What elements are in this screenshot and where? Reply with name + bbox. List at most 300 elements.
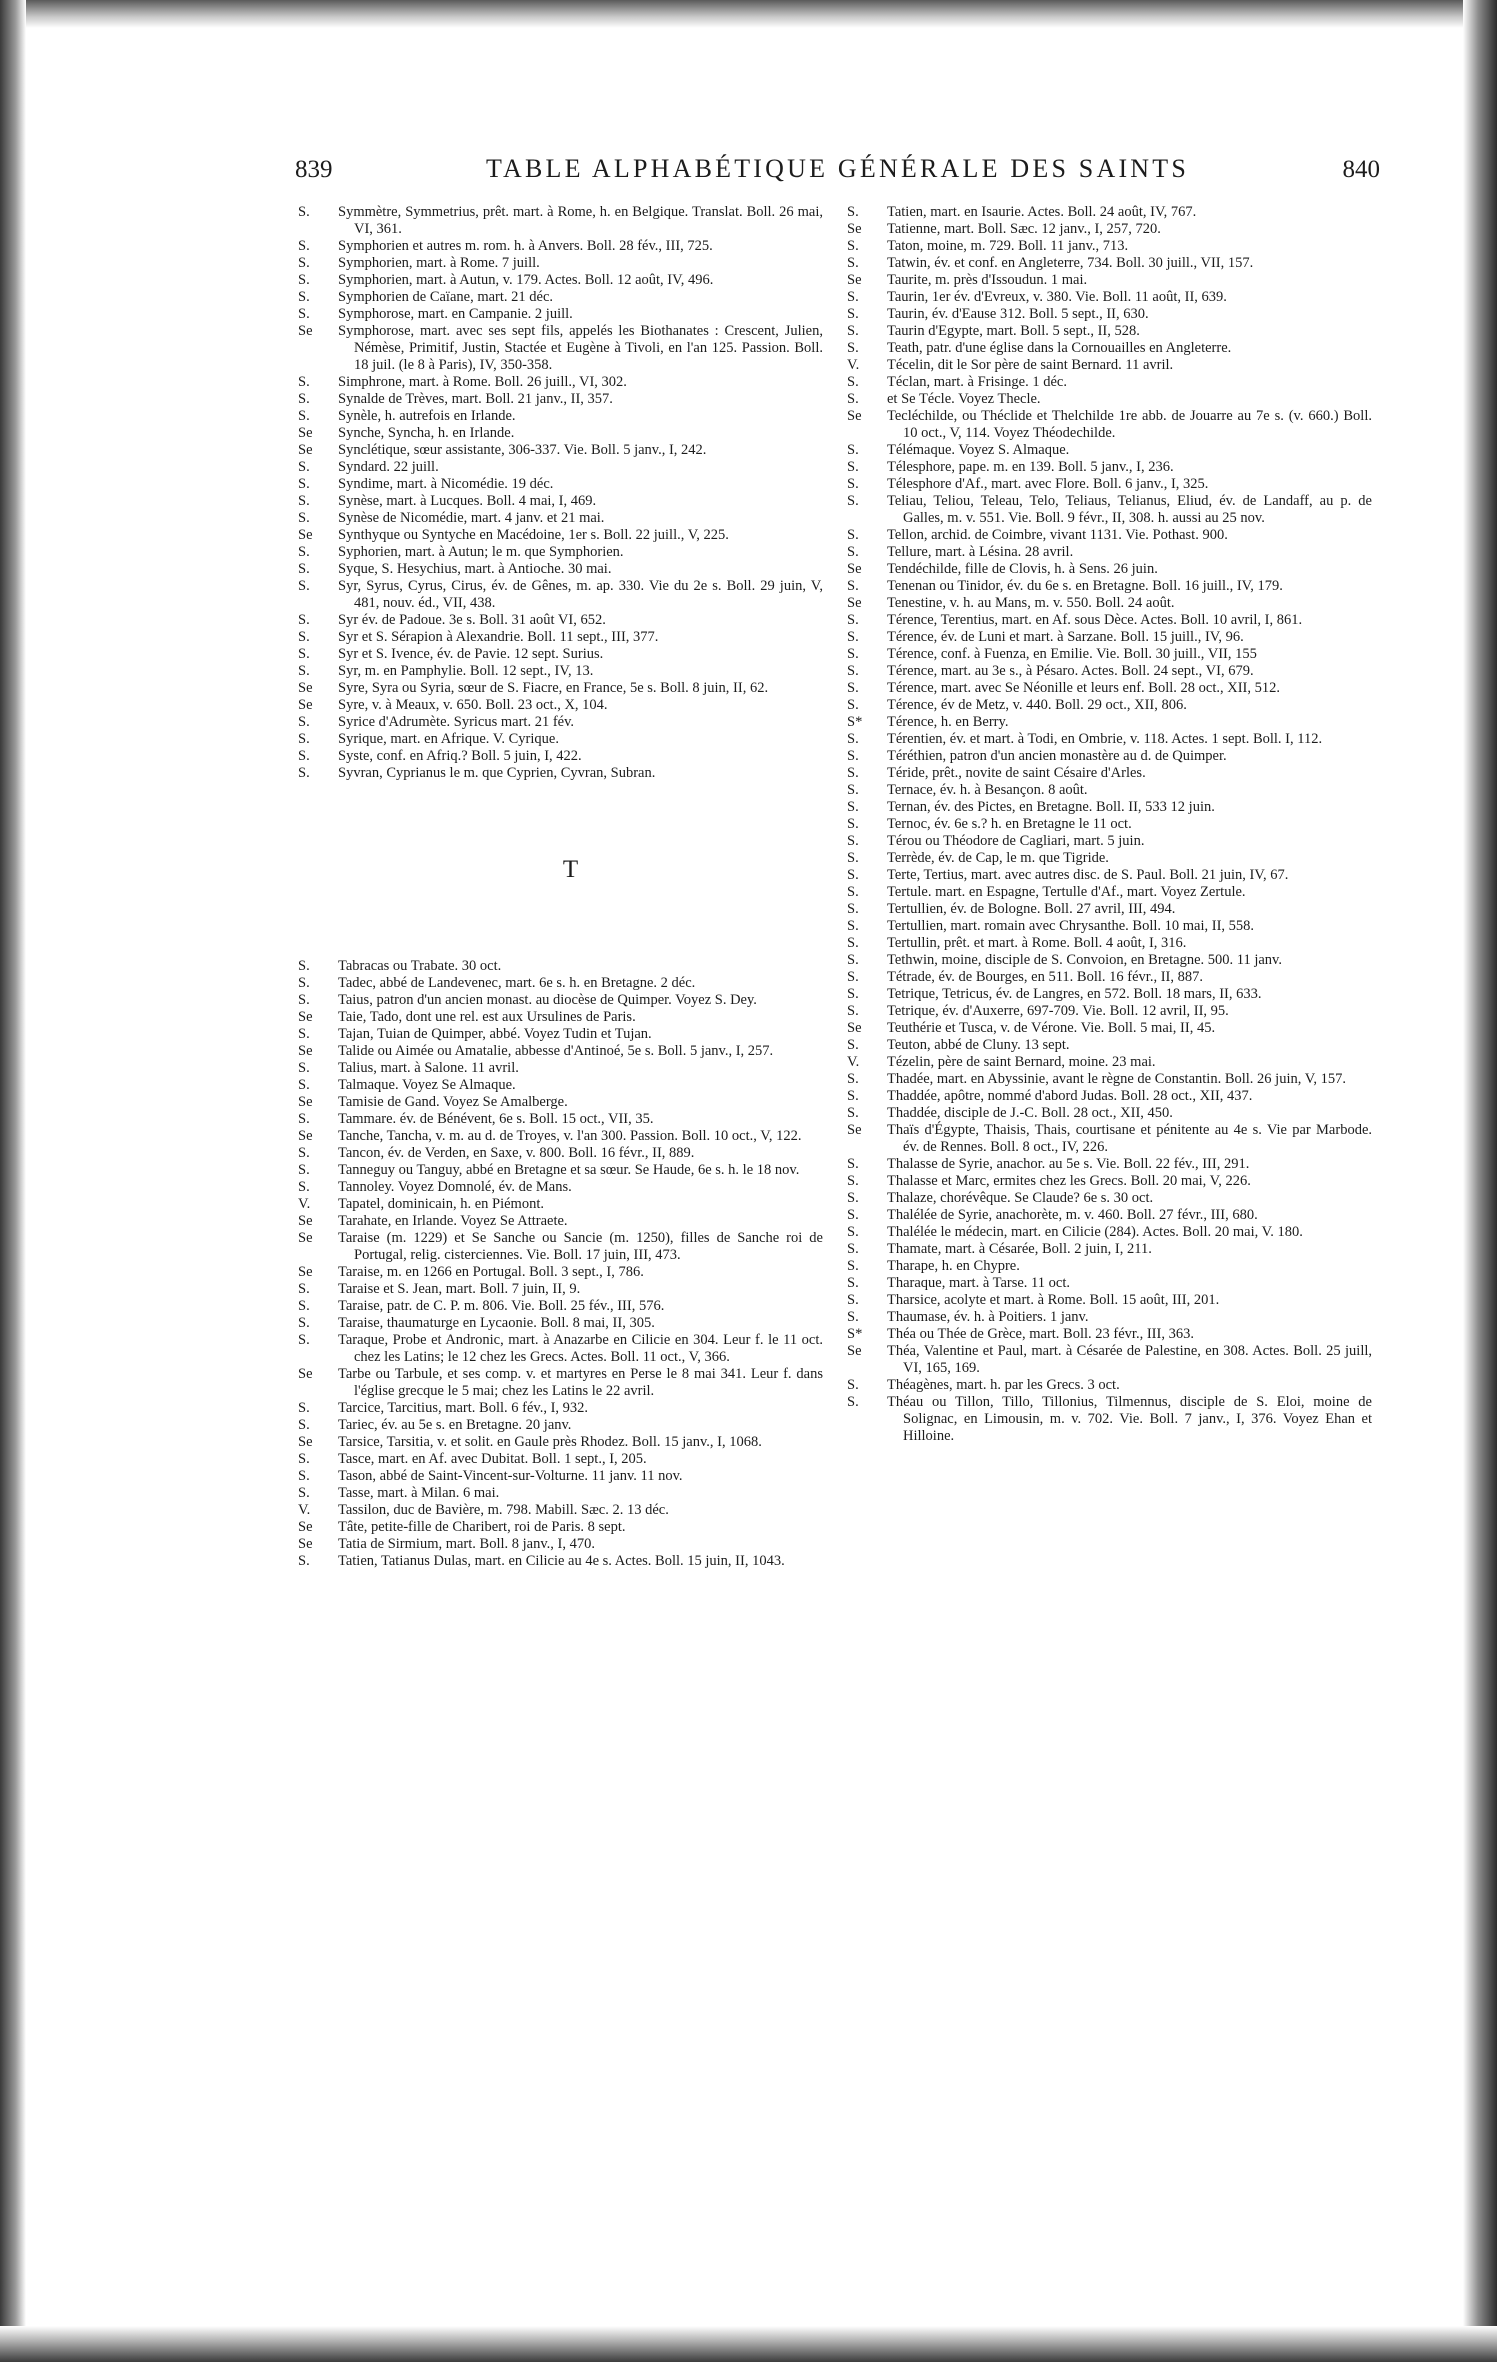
entry-prefix: Se: [847, 221, 862, 237]
index-entry: [847, 1156, 1372, 1173]
index-entry: [847, 357, 1372, 374]
entry-text: Télémaque. Voyez S. Almaque.: [887, 442, 1070, 458]
index-entry: [847, 255, 1372, 272]
entry-prefix: S.: [847, 442, 859, 458]
index-entry: [847, 1343, 1372, 1377]
entry-text: Syphorien, mart. à Autun; le m. que Symphorien.: [338, 544, 624, 560]
entry-text: Terrède, év. de Cap, le m. que Tigride.: [887, 850, 1109, 866]
entry-text: Syr, Syrus, Cyrus, Cirus, év. de Gênes, m. ap. 330. Vie du 2e s. Boll. 29 juin, V, 481, nouv. éd., VII, 438.: [338, 578, 823, 611]
entry-prefix: S.: [298, 1026, 310, 1042]
entry-text: Tabracas ou Trabate. 30 oct.: [338, 958, 502, 974]
index-entry: [298, 561, 823, 578]
entry-prefix: S.: [847, 935, 859, 951]
entry-prefix: S.: [847, 204, 859, 220]
entry-prefix: S.: [298, 238, 310, 254]
entry-text: Télesphore d'Af., mart. avec Flore. Boll. 6 janv., I, 325.: [887, 476, 1209, 492]
entry-prefix: S.: [847, 867, 859, 883]
index-entry: [847, 544, 1372, 561]
entry-text: Tarsice, Tarsitia, v. et solit. en Gaule près Rhodez. Boll. 15 janv., I, 1068.: [338, 1434, 762, 1450]
entry-text: Tassilon, duc de Bavière, m. 798. Mabill. Sæc. 2. 13 déc.: [338, 1502, 669, 1518]
entry-prefix: S.: [298, 765, 310, 781]
entry-text: Taraise (m. 1229) et Se Sanche ou Sancie (m. 1250), filles de Sanche roi de Portugal, relig. cisterciennes. Vie. Boll. 17 juin, III, 473.: [338, 1230, 823, 1263]
index-entry: [847, 748, 1372, 765]
entry-prefix: S.: [298, 714, 310, 730]
entry-text: Syre, Syra ou Syria, sœur de S. Fiacre, en France, 5e s. Boll. 8 juin, II, 62.: [338, 680, 769, 696]
entry-prefix: S.: [298, 629, 310, 645]
entry-text: Tetrique, év. d'Auxerre, 697-709. Vie. Boll. 12 avril, II, 95.: [887, 1003, 1229, 1019]
index-entry: [847, 1377, 1372, 1394]
entry-prefix: S.: [847, 544, 859, 560]
entry-text: Tecléchilde, ou Théclide et Thelchilde 1re abb. de Jouarre au 7e s. (v. 660.) Boll. 10 oct., V, 114. Voyez Théodechilde.: [887, 408, 1372, 441]
entry-text: Tanche, Tancha, v. m. au d. de Troyes, v. l'an 300. Passion. Boll. 10 oct., V, 122.: [338, 1128, 802, 1144]
entry-prefix: S.: [298, 1451, 310, 1467]
entry-prefix: S.: [847, 238, 859, 254]
index-entry: [847, 629, 1372, 646]
index-entry: [298, 238, 823, 255]
entry-prefix: Se: [298, 1366, 313, 1382]
entry-prefix: S*: [847, 714, 863, 730]
index-entry: [298, 1519, 823, 1536]
entry-prefix: S.: [847, 697, 859, 713]
entry-text: Tellure, mart. à Lésina. 28 avril.: [887, 544, 1074, 560]
index-entry: [847, 221, 1372, 238]
entry-prefix: S.: [847, 1241, 859, 1257]
index-entry: [298, 714, 823, 731]
entry-prefix: S.: [298, 1298, 310, 1314]
entry-text: Térence, év. de Luni et mart. à Sarzane. Boll. 15 juill., IV, 96.: [887, 629, 1244, 645]
entry-prefix: S*: [847, 1326, 863, 1342]
right-entries: [847, 204, 1372, 1445]
entry-prefix: S.: [298, 663, 310, 679]
entry-prefix: S.: [847, 493, 859, 509]
entry-text: Synthyque ou Syntyche en Macédoine, 1er s. Boll. 22 juill., V, 225.: [338, 527, 729, 543]
entry-text: Thalasse et Marc, ermites chez les Grecs. Boll. 20 mai, V, 226.: [887, 1173, 1251, 1189]
entry-text: Théagènes, mart. h. par les Grecs. 3 oct.: [887, 1377, 1120, 1393]
entry-text: Tatien, mart. en Isaurie. Actes. Boll. 24 août, IV, 767.: [887, 204, 1197, 220]
entry-text: Tellon, archid. de Coimbre, vivant 1131. Vie. Pothast. 900.: [887, 527, 1228, 543]
index-entry: [847, 391, 1372, 408]
entry-text: Syr év. de Padoue. 3e s. Boll. 31 août VI, 652.: [338, 612, 606, 628]
index-entry: [298, 1077, 823, 1094]
entry-prefix: S.: [847, 391, 859, 407]
entry-prefix: S.: [847, 663, 859, 679]
entry-text: Taraise, m. en 1266 en Portugal. Boll. 3 sept., I, 786.: [338, 1264, 644, 1280]
entry-text: Tadec, abbé de Landevenec, mart. 6e s. h. en Bretagne. 2 déc.: [338, 975, 696, 991]
entry-text: Synche, Syncha, h. en Irlande.: [338, 425, 515, 441]
entry-prefix: S.: [298, 975, 310, 991]
entry-text: Tétrade, év. de Bourges, en 511. Boll. 16 févr., II, 887.: [887, 969, 1203, 985]
entry-prefix: S.: [847, 782, 859, 798]
entry-prefix: S.: [847, 901, 859, 917]
entry-text: Tatwin, év. et conf. en Angleterre, 734. Boll. 30 juill., VII, 157.: [887, 255, 1254, 271]
entry-prefix: Se: [298, 1536, 313, 1552]
scan-border-left: [0, 0, 26, 2362]
entry-prefix: S.: [847, 731, 859, 747]
index-entry: [847, 663, 1372, 680]
entry-prefix: S.: [847, 1275, 859, 1291]
entry-text: Teuthérie et Tusca, v. de Vérone. Vie. Boll. 5 mai, II, 45.: [887, 1020, 1216, 1036]
index-entry: [298, 697, 823, 714]
page-number-left: 839: [295, 156, 333, 183]
entry-text: Thaumase, év. h. à Poitiers. 1 janv.: [887, 1309, 1089, 1325]
entry-text: Talius, mart. à Salone. 11 avril.: [338, 1060, 519, 1076]
left-column: [298, 204, 823, 1570]
entry-prefix: S.: [298, 612, 310, 628]
index-entry: [298, 1094, 823, 1111]
entry-prefix: S.: [847, 1207, 859, 1223]
entry-prefix: S.: [847, 612, 859, 628]
entry-prefix: Se: [847, 408, 862, 424]
index-entry: [298, 391, 823, 408]
entry-text: et Se Técle. Voyez Thecle.: [887, 391, 1041, 407]
entry-prefix: V.: [298, 1502, 311, 1518]
index-entry: [298, 1264, 823, 1281]
entry-text: Ternan, év. des Pictes, en Bretagne. Boll. II, 533 12 juin.: [887, 799, 1215, 815]
scan-border-right: [1463, 0, 1497, 2362]
index-entry: [847, 374, 1372, 391]
page-number-right: 840: [1342, 156, 1380, 183]
entry-text: Taurin, 1er év. d'Evreux, v. 380. Vie. Boll. 11 août, II, 639.: [887, 289, 1227, 305]
entry-text: Taraise et S. Jean, mart. Boll. 7 juin, II, 9.: [338, 1281, 581, 1297]
index-entry: [847, 731, 1372, 748]
entry-prefix: Se: [298, 1434, 313, 1450]
entry-text: Syndime, mart. à Nicomédie. 19 déc.: [338, 476, 554, 492]
entry-prefix: Se: [298, 527, 313, 543]
entry-prefix: S.: [847, 340, 859, 356]
entry-text: Téréthien, patron d'un ancien monastère au d. de Quimper.: [887, 748, 1227, 764]
entry-prefix: S.: [847, 850, 859, 866]
entry-text: Téclan, mart. à Frisinge. 1 déc.: [887, 374, 1067, 390]
index-entry: [847, 595, 1372, 612]
entry-text: Syste, conf. en Afriq.? Boll. 5 juin, I, 422.: [338, 748, 582, 764]
left-entries-after: [298, 958, 823, 1570]
index-entry: [847, 340, 1372, 357]
entry-prefix: S.: [298, 1553, 310, 1569]
index-entry: [847, 1326, 1372, 1343]
index-entry: [298, 1230, 823, 1264]
entry-text: Tharsice, acolyte et mart. à Rome. Boll. 15 août, III, 201.: [887, 1292, 1220, 1308]
entry-text: Térence, mart. au 3e s., à Pésaro. Actes. Boll. 24 sept., VI, 679.: [887, 663, 1254, 679]
index-entry: [847, 1088, 1372, 1105]
index-entry: [847, 323, 1372, 340]
index-entry: [298, 306, 823, 323]
entry-prefix: S.: [847, 1190, 859, 1206]
entry-prefix: S.: [847, 1156, 859, 1172]
index-entry: [847, 1190, 1372, 1207]
entry-prefix: S.: [847, 765, 859, 781]
entry-prefix: S.: [298, 1111, 310, 1127]
index-entry: [847, 527, 1372, 544]
entry-prefix: S.: [298, 1179, 310, 1195]
index-entry: [298, 255, 823, 272]
entry-text: Tason, abbé de Saint-Vincent-sur-Volturne. 11 janv. 11 nov.: [338, 1468, 683, 1484]
entry-prefix: S.: [847, 1258, 859, 1274]
index-entry: [298, 958, 823, 975]
entry-prefix: Se: [298, 1264, 313, 1280]
entry-text: Tézelin, père de saint Bernard, moine. 23 mai.: [887, 1054, 1156, 1070]
index-entry: [847, 816, 1372, 833]
entry-prefix: S.: [847, 1224, 859, 1240]
entry-text: Taurin, év. d'Eause 312. Boll. 5 sept., II, 630.: [887, 306, 1149, 322]
entry-text: Théa, Valentine et Paul, mart. à Césarée de Palestine, en 308. Actes. Boll. 25 juill, VI, 165, 169.: [887, 1343, 1372, 1376]
scan-border-bottom: [0, 2326, 1497, 2362]
entry-text: Tertullien, mart. romain avec Chrysanthe. Boll. 10 mai, II, 558.: [887, 918, 1255, 934]
index-entry: [298, 1060, 823, 1077]
index-entry: [847, 952, 1372, 969]
index-entry: [298, 1281, 823, 1298]
entry-prefix: S.: [298, 408, 310, 424]
index-entry: [298, 646, 823, 663]
entry-text: Ternace, év. h. à Besançon. 8 août.: [887, 782, 1088, 798]
entry-prefix: S.: [847, 952, 859, 968]
entry-text: Teuton, abbé de Cluny. 13 sept.: [887, 1037, 1070, 1053]
index-entry: [847, 612, 1372, 629]
entry-text: Thalélée de Syrie, anachorète, m. v. 460. Boll. 27 févr., III, 680.: [887, 1207, 1258, 1223]
index-entry: [847, 561, 1372, 578]
entry-text: Térou ou Théodore de Cagliari, mart. 5 juin.: [887, 833, 1145, 849]
entry-prefix: S.: [298, 374, 310, 390]
entry-text: Symphorose, mart. avec ses sept fils, appelés les Biothanates : Crescent, Julien, Némèse, Primitif, Justin, Stactée et Eugène à Tivoli, en l'an 125. Passion. Boll. 18 juil. (le 8 à Paris), IV, 350-358.: [338, 323, 823, 373]
entry-prefix: Se: [298, 680, 313, 696]
entry-prefix: S.: [847, 255, 859, 271]
index-entry: [847, 476, 1372, 493]
index-entry: [847, 1003, 1372, 1020]
index-entry: [847, 765, 1372, 782]
entry-text: Symphorien et autres m. rom. h. à Anvers. Boll. 28 fév., III, 725.: [338, 238, 713, 254]
entry-text: Thalélée le médecin, mart. en Cilicie (284). Actes. Boll. 20 mai, V. 180.: [887, 1224, 1303, 1240]
entry-text: Térence, Terentius, mart. en Af. sous Dèce. Actes. Boll. 10 avril, I, 861.: [887, 612, 1303, 628]
index-entry: [847, 1054, 1372, 1071]
entry-prefix: S.: [847, 918, 859, 934]
entry-text: Taton, moine, m. 729. Boll. 11 janv., 713.: [887, 238, 1129, 254]
entry-prefix: Se: [298, 697, 313, 713]
entry-text: Tertullien, év. de Bologne. Boll. 27 avril, III, 494.: [887, 901, 1176, 917]
index-entry: [847, 935, 1372, 952]
entry-prefix: Se: [847, 561, 862, 577]
index-entry: [298, 459, 823, 476]
index-entry: [298, 731, 823, 748]
entry-prefix: S.: [298, 1417, 310, 1433]
index-entry: [847, 1241, 1372, 1258]
index-entry: [298, 1026, 823, 1043]
entry-prefix: S.: [847, 578, 859, 594]
index-entry: [847, 646, 1372, 663]
entry-text: Tapatel, dominicain, h. en Piémont.: [338, 1196, 544, 1212]
index-entry: [847, 204, 1372, 221]
index-entry: [298, 680, 823, 697]
entry-text: Taie, Tado, dont une rel. est aux Ursulines de Paris.: [338, 1009, 636, 1025]
index-entry: [298, 975, 823, 992]
index-entry: [298, 1502, 823, 1519]
index-entry: [847, 1207, 1372, 1224]
entry-prefix: Se: [847, 1343, 862, 1359]
entry-text: Talmaque. Voyez Se Almaque.: [338, 1077, 516, 1093]
entry-prefix: S.: [847, 646, 859, 662]
entry-prefix: S.: [298, 204, 310, 220]
entry-text: Tancon, év. de Verden, en Saxe, v. 800. Boll. 16 févr., II, 889.: [338, 1145, 695, 1161]
entry-text: Tariec, év. au 5e s. en Bretagne. 20 janv.: [338, 1417, 572, 1433]
index-entry: [298, 1553, 823, 1570]
entry-prefix: S.: [847, 1088, 859, 1104]
entry-prefix: Se: [298, 1094, 313, 1110]
entry-prefix: S.: [847, 1394, 859, 1410]
index-entry: [847, 272, 1372, 289]
entry-prefix: S.: [847, 1003, 859, 1019]
entry-prefix: S.: [847, 306, 859, 322]
index-entry: [298, 544, 823, 561]
entry-prefix: Se: [298, 1213, 313, 1229]
index-entry: [298, 323, 823, 374]
entry-prefix: S.: [298, 1060, 310, 1076]
entry-prefix: S.: [298, 391, 310, 407]
entry-prefix: S.: [298, 459, 310, 475]
entry-prefix: S.: [847, 1377, 859, 1393]
entry-prefix: S.: [847, 833, 859, 849]
entry-prefix: V.: [847, 1054, 860, 1070]
entry-prefix: S.: [298, 1332, 310, 1348]
index-entry: [298, 1400, 823, 1417]
entry-text: Tarahate, en Irlande. Voyez Se Attraete.: [338, 1213, 568, 1229]
entry-text: Tasse, mart. à Milan. 6 mai.: [338, 1485, 500, 1501]
index-entry: [298, 408, 823, 425]
entry-text: Syr, m. en Pamphylie. Boll. 12 sept., IV, 13.: [338, 663, 594, 679]
index-entry: [298, 1298, 823, 1315]
entry-prefix: S.: [298, 1162, 310, 1178]
index-entry: [298, 442, 823, 459]
entry-text: Synèse, mart. à Lucques. Boll. 4 mai, I, 469.: [338, 493, 597, 509]
entry-text: Tajan, Tuian de Quimper, abbé. Voyez Tudin et Tujan.: [338, 1026, 652, 1042]
entry-text: Talide ou Aimée ou Amatalie, abbesse d'Antinoé, 5e s. Boll. 5 janv., I, 257.: [338, 1043, 774, 1059]
index-entry: [847, 289, 1372, 306]
entry-text: Tertullin, prêt. et mart. à Rome. Boll. 4 août, I, 316.: [887, 935, 1187, 951]
index-entry: [298, 578, 823, 612]
entry-prefix: Se: [847, 272, 862, 288]
entry-prefix: S.: [847, 374, 859, 390]
index-entry: [847, 1309, 1372, 1326]
page-header: [295, 150, 1380, 190]
index-entry: [847, 493, 1372, 527]
entry-text: Syrique, mart. en Afrique. V. Cyrique.: [338, 731, 559, 747]
entry-prefix: S.: [298, 958, 310, 974]
index-entry: [847, 969, 1372, 986]
section-letter-t: T: [562, 856, 579, 883]
entry-text: Téride, prêt., novite de saint Césaire d'Arles.: [887, 765, 1146, 781]
index-entry: [298, 1213, 823, 1230]
entry-prefix: S.: [847, 969, 859, 985]
index-entry: [298, 1468, 823, 1485]
running-title: TABLE ALPHABÉTIQUE GÉNÉRALE DES SAINTS: [485, 154, 1190, 183]
entry-prefix: S.: [847, 459, 859, 475]
entry-text: Symphorien, mart. à Autun, v. 179. Actes. Boll. 12 août, IV, 496.: [338, 272, 714, 288]
entry-text: Syr et S. Ivence, év. de Pavie. 12 sept. Surius.: [338, 646, 604, 662]
entry-prefix: S.: [298, 992, 310, 1008]
scan-border-top: [0, 0, 1497, 28]
entry-prefix: S.: [847, 289, 859, 305]
entry-text: Télesphore, pape. m. en 139. Boll. 5 janv., I, 236.: [887, 459, 1174, 475]
entry-text: Tarcice, Tarcitius, mart. Boll. 6 fév., I, 932.: [338, 1400, 589, 1416]
entry-text: Tatia de Sirmium, mart. Boll. 8 janv., I, 470.: [338, 1536, 595, 1552]
index-entry: [298, 1179, 823, 1196]
entry-prefix: S.: [298, 1315, 310, 1331]
entry-text: Tannoley. Voyez Domnolé, év. de Mans.: [338, 1179, 572, 1195]
entry-text: Taius, patron d'un ancien monast. au diocèse de Quimper. Voyez S. Dey.: [338, 992, 757, 1008]
entry-prefix: S.: [298, 578, 310, 594]
index-entry: [298, 1536, 823, 1553]
entry-text: Tetrique, Tetricus, év. de Langres, en 572. Boll. 18 mars, II, 633.: [887, 986, 1262, 1002]
index-entry: [298, 476, 823, 493]
index-entry: [847, 782, 1372, 799]
entry-text: Synèle, h. autrefois en Irlande.: [338, 408, 516, 424]
index-entry: [847, 901, 1372, 918]
entry-prefix: Se: [298, 1230, 313, 1246]
entry-text: Tharape, h. en Chypre.: [887, 1258, 1020, 1274]
entry-text: Thamate, mart. à Césarée, Boll. 2 juin, I, 211.: [887, 1241, 1152, 1257]
index-entry: [298, 289, 823, 306]
entry-text: Syque, S. Hesychius, mart. à Antioche. 30 mai.: [338, 561, 612, 577]
entry-text: Syre, v. à Meaux, v. 650. Boll. 23 oct., X, 104.: [338, 697, 608, 713]
index-entry: [847, 408, 1372, 442]
entry-text: Thalaze, chorévêque. Se Claude? 6e s. 30 oct.: [887, 1190, 1154, 1206]
entry-text: Synalde de Trèves, mart. Boll. 21 janv., II, 357.: [338, 391, 613, 407]
entry-text: Tatienne, mart. Boll. Sæc. 12 janv., I, 257, 720.: [887, 221, 1161, 237]
entry-prefix: S.: [298, 544, 310, 560]
entry-text: Synclétique, sœur assistante, 306-337. Vie. Boll. 5 janv., I, 242.: [338, 442, 707, 458]
entry-prefix: Se: [298, 323, 313, 339]
entry-prefix: S.: [847, 629, 859, 645]
index-entry: [847, 238, 1372, 255]
entry-prefix: S.: [298, 1400, 310, 1416]
entry-text: Symphorien, mart. à Rome. 7 juill.: [338, 255, 540, 271]
entry-text: Thadée, mart. en Abyssinie, avant le règne de Constantin. Boll. 26 juin, V, 157.: [887, 1071, 1346, 1087]
entry-prefix: V.: [847, 357, 860, 373]
index-entry: [298, 510, 823, 527]
index-entry: [847, 697, 1372, 714]
entry-prefix: S.: [298, 255, 310, 271]
entry-prefix: S.: [298, 510, 310, 526]
entry-text: Tenestine, v. h. au Mans, m. v. 550. Boll. 24 août.: [887, 595, 1175, 611]
index-entry: [847, 714, 1372, 731]
entry-prefix: Se: [298, 425, 313, 441]
entry-text: Tendéchilde, fille de Clovis, h. à Sens. 26 juin.: [887, 561, 1158, 577]
entry-text: Tanneguy ou Tanguy, abbé en Bretagne et sa sœur. Se Haude, 6e s. h. le 18 nov.: [338, 1162, 800, 1178]
index-entry: [847, 1224, 1372, 1241]
index-entry: [298, 992, 823, 1009]
entry-text: Taraise, patr. de C. P. m. 806. Vie. Boll. 25 fév., III, 576.: [338, 1298, 665, 1314]
index-entry: [847, 799, 1372, 816]
entry-text: Tarbe ou Tarbule, et ses comp. v. et martyres en Perse le 8 mai 341. Leur f. dans l'église grecque le 5 mai; chez les Latins le 22 avril.: [338, 1366, 823, 1399]
entry-prefix: S.: [847, 884, 859, 900]
entry-text: Térentien, év. et mart. à Todi, en Ombrie, v. 118. Actes. 1 sept. Boll. I, 112.: [887, 731, 1323, 747]
entry-text: Tertule. mart. en Espagne, Tertulle d'Af., mart. Voyez Zertule.: [887, 884, 1246, 900]
index-entry: [298, 748, 823, 765]
index-entry: [298, 629, 823, 646]
entry-prefix: S.: [298, 306, 310, 322]
entry-prefix: S.: [298, 561, 310, 577]
index-entry: [298, 1366, 823, 1400]
index-entry: [298, 1111, 823, 1128]
entry-prefix: S.: [847, 1173, 859, 1189]
entry-text: Symphorose, mart. en Campanie. 2 juill.: [338, 306, 573, 322]
index-entry: [298, 1145, 823, 1162]
entry-text: Syndard. 22 juill.: [338, 459, 439, 475]
index-entry: [298, 374, 823, 391]
entry-prefix: S.: [847, 476, 859, 492]
index-entry: [298, 272, 823, 289]
entry-text: Thaïs d'Égypte, Thaisis, Thais, courtisane et pénitente au 4e s. Vie par Marbode. év. de Rennes. Boll. 8 oct., IV, 226.: [887, 1122, 1372, 1155]
entry-prefix: S.: [847, 799, 859, 815]
index-entry: [298, 1417, 823, 1434]
index-entry: [847, 1105, 1372, 1122]
